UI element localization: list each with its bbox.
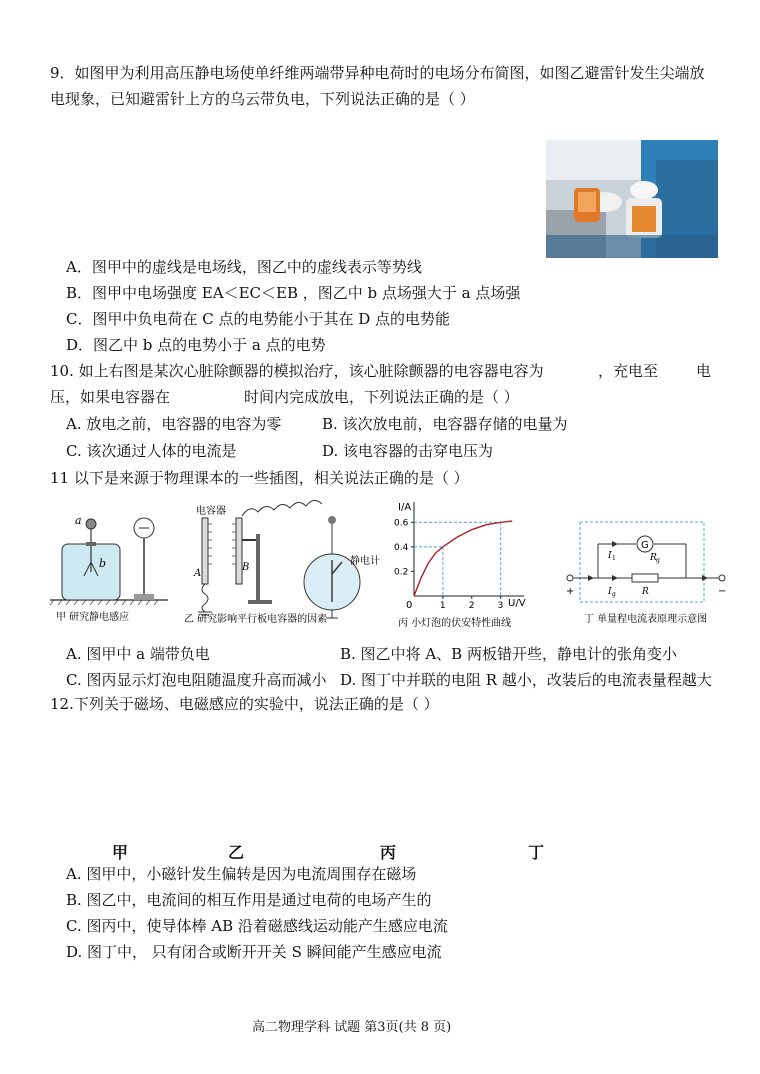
chart-xtick-label-2: 3	[497, 601, 504, 611]
figure-ammeter-circuit	[562, 518, 734, 630]
chart-series-line	[414, 521, 512, 596]
chart-origin: 0	[406, 600, 413, 611]
q12-figure-label-ding: 丁	[528, 843, 545, 862]
chart-ytick-label-2: 0.6	[394, 518, 409, 529]
q12-option-d: D. 图丁中， 只有闭合或断开开关 S 瞬间能产生感应电流	[66, 943, 442, 961]
chart-xtick-label-0: 1	[439, 601, 446, 611]
fig2-meter-label: 静电计	[350, 556, 380, 567]
chart-ytick-label-0: 0.2	[394, 567, 409, 578]
fig1-caption: 甲 研究静电感应	[56, 612, 130, 623]
q11-option-c: C. 图丙显示灯泡电阻随温度升高而减小	[66, 671, 327, 689]
q9-option-a: A．图甲中的虚线是电场线，图乙中的虚线表示等势线	[66, 258, 422, 276]
label-minus: −	[718, 586, 727, 597]
page-footer: 高二物理学科 试题 第3页(共 8 页)	[252, 1020, 452, 1035]
galvanometer-symbol: G	[641, 540, 649, 551]
fig3-caption: 丙 小灯泡的伏安特性曲线	[398, 618, 512, 629]
label-rg: R	[650, 553, 657, 563]
fig2-title: 电容器	[196, 506, 226, 517]
q10-stem-part2: ，充电至	[598, 362, 659, 380]
label-i1: I	[608, 551, 612, 561]
q10-option-d: D. 该电容器的击穿电压为	[322, 442, 494, 460]
chart-xtick-label-1: 2	[468, 601, 475, 611]
q12-stem: 12.下列关于磁场、电磁感应的实验中，说法正确的是（ ）	[50, 695, 439, 713]
q12-option-a: A. 图甲中，小磁针发生偏转是因为电流周围存在磁场	[66, 865, 417, 883]
q10-stem-part5: 时间内完成放电，下列说法正确的是（ ）	[244, 388, 519, 406]
figure-capacitor	[182, 500, 382, 630]
figure-electrostatic-induction	[48, 502, 178, 630]
q10-stem-part4: 压，如果电容器在	[50, 388, 171, 406]
fig2-caption: 乙 研究影响平行板电容器的因素	[184, 614, 328, 625]
label-i1-sub: 1	[612, 555, 616, 562]
q11-option-d: D. 图丁中并联的电阻 R 越小，改装后的电流表量程越大	[340, 671, 712, 689]
q10-option-c: C. 该次通过人体的电流是	[66, 442, 237, 460]
fig1-label-a: a	[75, 514, 82, 527]
label-ig-sub: g	[612, 591, 616, 598]
q9-option-d: D．图乙中 b 点的电势小于 a 点的电势	[66, 336, 326, 354]
label-rg-sub: g	[656, 557, 660, 564]
q9-stem-line1: 9．如图甲为利用高压静电场使单纤维两端带异种电荷时的电场分布简图，如图乙避雷针发生尖端放	[50, 64, 705, 82]
fig4-caption: 丁 单量程电流表原理示意图	[584, 614, 708, 625]
chart-x-label: U/V	[508, 598, 526, 609]
q10-stem-part1: 10. 如上右图是某次心脏除颤器的模拟治疗，该心脏除颤器的电容器电容为	[50, 362, 544, 380]
label-ig: I	[608, 587, 612, 597]
q9-option-b: B．图甲中电场强度 EA＜EC＜EB ，图乙中 b 点场强大于 a 点场强	[66, 284, 521, 302]
q10-stem-part3: 电	[696, 362, 712, 380]
fig2-label-a: A	[194, 568, 202, 579]
q11-stem: 11 以下是来源于物理课本的一些插图，相关说法正确的是（ ）	[50, 469, 469, 487]
chart-ytick-label-1: 0.4	[394, 542, 409, 553]
q9-stem-line2: 电现象，已知避雷针上方的乌云带负电，下列说法正确的是（ ）	[50, 90, 475, 108]
figure-iv-chart	[390, 492, 530, 630]
q12-figure-label-jia: 甲	[112, 843, 129, 862]
q12-figure-label-yi: 乙	[228, 843, 245, 862]
defibrillator-photo	[546, 140, 718, 258]
chart-y-label: I/A	[398, 502, 412, 513]
q11-option-a: A. 图甲中 a 端带负电	[66, 645, 210, 663]
fig2-label-b: B	[242, 562, 250, 573]
q12-option-b: B. 图乙中，电流间的相互作用是通过电荷的电场产生的	[66, 891, 432, 909]
q11-option-b: B. 图乙中将 A、B 两板错开些，静电计的张角变小	[340, 645, 677, 663]
label-r: R	[642, 587, 649, 597]
q10-option-b: B. 该次放电前，电容器存储的电量为	[322, 415, 568, 433]
fig1-label-b: b	[99, 557, 107, 570]
q9-option-c: C．图甲中负电荷在 C 点的电势能小于其在 D 点的电势能	[66, 310, 451, 328]
q12-option-c: C. 图丙中，使导体棒 AB 沿着磁感线运动能产生感应电流	[66, 917, 448, 935]
q10-option-a: A. 放电之前，电容器的电容为零	[66, 415, 282, 433]
q12-figure-label-bing: 丙	[380, 843, 397, 862]
label-plus: +	[566, 586, 575, 597]
